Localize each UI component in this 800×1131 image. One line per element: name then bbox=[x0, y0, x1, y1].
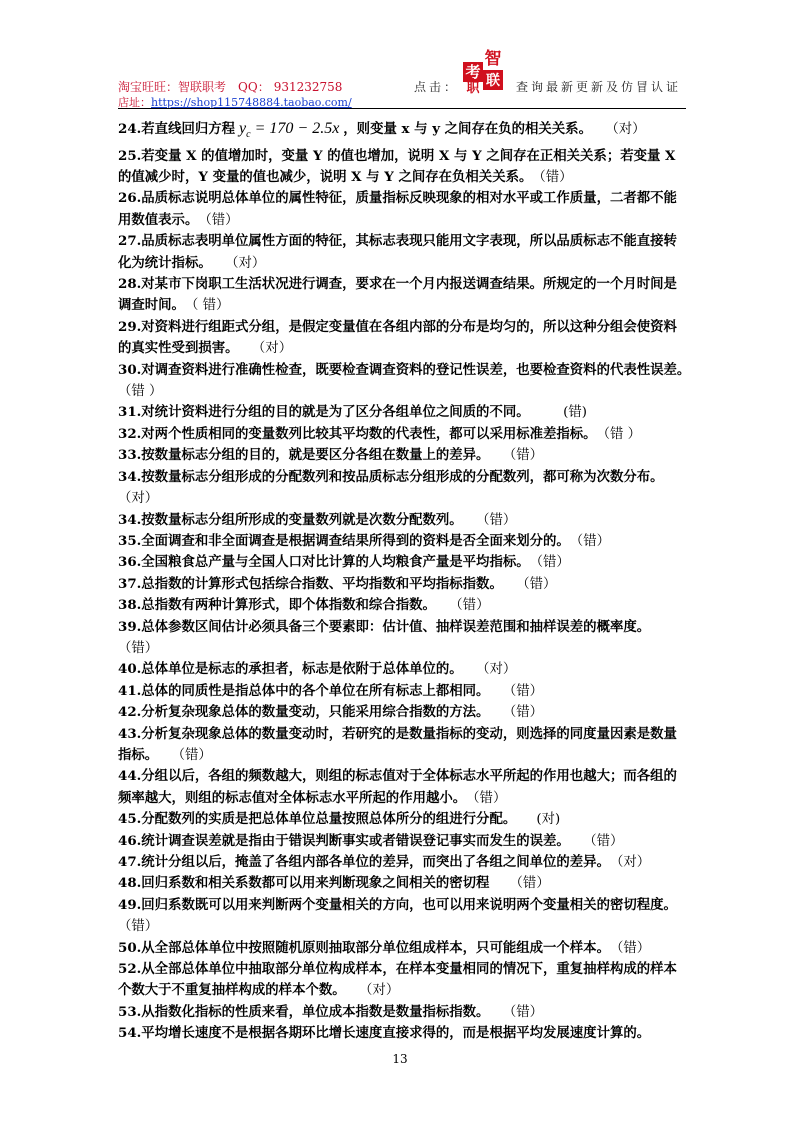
header-verify-text: 查询最新更新及仿冒认证 bbox=[516, 80, 682, 94]
question-text: 28.对某市下岗职工生活状况进行调查，要求在一个月内报送调查结果。所规定的一个月时间是调查时间。 bbox=[118, 276, 677, 314]
question-text: 30.对调查资料进行准确性检查，既要检查调查资料的登记性误差，也要检查资料的代表性误差。 bbox=[118, 361, 684, 378]
question-item bbox=[118, 510, 686, 531]
question-text: 40.总体单位是标志的承担者，标志是依附于总体单位的。 bbox=[118, 661, 456, 678]
question-item bbox=[118, 959, 686, 1002]
question-item bbox=[118, 724, 686, 767]
page-header bbox=[118, 44, 686, 109]
question-item-24 bbox=[118, 118, 686, 146]
question-text: 48.回归系数和相关系数都可以用来判断现象之间相关的密切程 bbox=[118, 875, 490, 892]
question-item bbox=[118, 659, 686, 680]
answer-mark: （对） bbox=[118, 491, 159, 507]
question-text: 34.按数量标志分组形成的分配数列和按品质标志分组形成的分配数列，都可称为次数分布。 bbox=[118, 468, 657, 485]
answer-mark: （错） bbox=[589, 833, 624, 849]
header-brand: 智联职考 bbox=[178, 80, 227, 94]
answer-mark: （错） bbox=[536, 555, 570, 571]
answer-mark: （错） bbox=[118, 640, 159, 656]
question-list bbox=[118, 118, 686, 1045]
answer-gap bbox=[670, 898, 683, 913]
question-item bbox=[118, 531, 686, 552]
question-text: 35.全面调查和非全面调查是根据调查结果所得到的资料是否全面来划分的。 bbox=[118, 532, 564, 549]
answer-mark: （错） bbox=[616, 940, 651, 956]
question-text: 34.按数量标志分组所形成的变量数列就是次数分配数列。 bbox=[118, 511, 456, 528]
answer-gap bbox=[563, 834, 590, 849]
question-text: 49.回归系数既可以用来判断两个变量相关的方向，也可以用来说明两个变量相关的密切程度。 bbox=[118, 896, 671, 913]
answer-gap bbox=[603, 941, 616, 956]
question-text-24-pre: 24.若直线回归方程 bbox=[118, 121, 236, 137]
answer-gap bbox=[489, 876, 516, 891]
answer-gap bbox=[563, 534, 576, 549]
question-item bbox=[118, 231, 686, 274]
answer-gap bbox=[459, 791, 472, 806]
answer-mark: （错） bbox=[455, 598, 490, 614]
answer-mark: (错) bbox=[563, 405, 587, 421]
question-text: 43.分析复杂现象总体的数量变动时，若研究的是数量指标的变动，则选择的同度量因素是数量指标。 bbox=[118, 725, 677, 763]
question-text: 44.分组以后，各组的频数越大，则组的标志值对于全体标志水平所起的作用也越大；而各组的频率越大，则组的标志值对全体标志水平所起的作用越小。 bbox=[118, 768, 677, 806]
logo-char-zhi: 智 bbox=[484, 49, 502, 69]
answer-mark: （对） bbox=[231, 255, 266, 271]
regression-formula-expr: 170 − 2.5x bbox=[269, 120, 340, 137]
answer-mark: （对） bbox=[365, 983, 400, 999]
question-text: 41.总体的同质性是指总体中的各个单位在所有标志上都相同。 bbox=[118, 682, 483, 699]
answer-gap bbox=[657, 470, 684, 485]
answer-mark: （错） bbox=[516, 876, 550, 892]
answer-gap bbox=[526, 170, 539, 185]
answer-gap bbox=[483, 705, 510, 720]
answer-mark: （错） bbox=[205, 212, 239, 228]
header-click-label: 点击： bbox=[414, 80, 460, 94]
answer-gap bbox=[483, 1005, 510, 1020]
question-item bbox=[118, 552, 686, 573]
question-item bbox=[118, 146, 686, 189]
answer-mark: （对） bbox=[258, 341, 293, 357]
answer-gap bbox=[603, 855, 616, 870]
question-item bbox=[118, 617, 686, 660]
answer-gap bbox=[456, 662, 483, 677]
logo-char-kao: 考 bbox=[465, 63, 481, 81]
answer-gap bbox=[590, 427, 603, 442]
answer-gap bbox=[232, 341, 259, 356]
question-text: 33.按数量标志分组的目的，就是要区分各组在数量上的差异。 bbox=[118, 447, 483, 464]
question-item bbox=[118, 402, 686, 423]
question-item bbox=[118, 188, 686, 231]
question-text: 32.对两个性质相同的变量数列比较其平均数的代表性，都可以采用标准差指标。 bbox=[118, 425, 590, 442]
question-text: 50.从全部总体单位中按照随机原则抽取部分单位组成样本，只可能组成一个样本。 bbox=[118, 939, 604, 956]
question-text: 26.品质标志说明总体单位的属性特征，质量指标反映现象的相对水平或工作质量，二者都不能用数值表示。 bbox=[118, 190, 677, 228]
answer-mark: （错） bbox=[178, 747, 212, 763]
answer-gap bbox=[496, 577, 523, 592]
question-item bbox=[118, 424, 686, 445]
answer-gap bbox=[510, 812, 537, 827]
question-text: 25.若变量 X 的值增加时，变量 Y 的值也增加，说明 X 与 Y 之间存在正相关关系；若变量 X 的值减少时，Y 变量的值也减少，说明 X 与 Y 之间存在负相关关系。 bbox=[118, 147, 676, 185]
logo-char-zhi2: 职 bbox=[466, 81, 480, 94]
logo-char-lian: 联 bbox=[486, 73, 500, 89]
header-wangwang-label: 淘宝旺旺： bbox=[118, 80, 179, 94]
question-item bbox=[118, 1002, 686, 1023]
answer-mark: （对） bbox=[612, 122, 646, 137]
page-number: 13 bbox=[392, 1052, 408, 1066]
answer-gap bbox=[205, 256, 232, 271]
answer-gap bbox=[684, 363, 711, 378]
question-text: 54.平均增长速度不是根据各期环比增长速度直接求得的，而是根据平均发展速度计算的。 bbox=[118, 1025, 651, 1042]
answer-gap bbox=[585, 122, 612, 137]
header-qq-label: QQ： bbox=[238, 80, 270, 94]
regression-formula: $y_c = 170 - 2.5x$ bbox=[239, 120, 340, 141]
question-text: 45.分配数列的实质是把总体单位总量按照总体所分的组进行分配。 bbox=[118, 811, 510, 828]
answer-gap bbox=[339, 983, 366, 998]
answer-mark: （错） bbox=[482, 512, 517, 528]
answer-mark: （错） bbox=[522, 576, 557, 592]
question-text: 39.总体参数区间估计必须具备三个要素即：估计值、抽样误差范围和抽样误差的概率度。 bbox=[118, 618, 644, 635]
question-item bbox=[118, 574, 686, 595]
question-item bbox=[118, 895, 686, 938]
answer-mark: （错） bbox=[118, 919, 159, 935]
header-contact-line bbox=[118, 78, 342, 95]
answer-mark: （错） bbox=[539, 170, 573, 185]
answer-gap bbox=[178, 298, 191, 313]
header-shop-label: 店址： bbox=[118, 96, 151, 109]
question-item bbox=[118, 274, 686, 317]
answer-mark: （错 ） bbox=[118, 384, 163, 400]
answer-gap bbox=[151, 748, 178, 763]
question-text: 38.总指数有两种计算形式，即个体指数和综合指数。 bbox=[118, 597, 430, 614]
answer-mark: （错） bbox=[509, 448, 544, 464]
answer-gap bbox=[192, 213, 205, 228]
answer-mark: (对) bbox=[536, 812, 561, 828]
answer-gap bbox=[523, 555, 536, 570]
answer-gap bbox=[523, 405, 563, 420]
answer-gap bbox=[483, 684, 510, 699]
answer-mark: （ 错） bbox=[191, 298, 230, 314]
answer-gap bbox=[456, 513, 483, 528]
question-text: 36.全国粮食总产量与全国人口对比计算的人均粮食产量是平均指标。 bbox=[118, 554, 523, 571]
answer-mark: （错） bbox=[509, 705, 544, 721]
zhilian-logo-icon[interactable] bbox=[461, 48, 505, 94]
answer-mark: （对） bbox=[616, 855, 651, 870]
question-item bbox=[118, 467, 686, 510]
question-item bbox=[118, 852, 686, 873]
answer-gap bbox=[429, 598, 456, 613]
question-item bbox=[118, 360, 686, 403]
question-item bbox=[118, 1023, 686, 1044]
question-item bbox=[118, 595, 686, 616]
question-item bbox=[118, 873, 686, 894]
header-divider bbox=[118, 108, 686, 109]
answer-mark: （错） bbox=[509, 1004, 544, 1020]
question-item bbox=[118, 317, 686, 360]
question-item bbox=[118, 831, 686, 852]
question-text: 29.对资料进行组距式分组，是假定变量值在各组内部的分布是均匀的，所以这种分组会使资料的真实性受到损害。 bbox=[118, 318, 677, 357]
question-text: 52.从全部总体单位中抽取部分单位构成样本，在样本变量相同的情况下，重复抽样构成的样本个数大于不重复抽样构成的样本个数。 bbox=[118, 961, 677, 999]
question-text: 31.对统计资料进行分组的目的就是为了区分各组单位之间质的不同。 bbox=[118, 404, 523, 421]
question-item bbox=[118, 445, 686, 466]
answer-mark: （对） bbox=[482, 662, 517, 678]
question-text: 27.品质标志表明单位属性方面的特征，其标志表现只能用文字表现，所以品质标志不能直接转化为统计指标。 bbox=[118, 233, 677, 271]
answer-gap bbox=[643, 620, 670, 635]
question-text: 46.统计调查误差就是指由于错误判断事实或者错误登记事实而发生的误差。 bbox=[118, 832, 564, 849]
question-item bbox=[118, 809, 686, 830]
header-qq-number: 931232758 bbox=[273, 80, 343, 94]
answer-mark: （错 ） bbox=[603, 426, 641, 442]
shop-url-link[interactable]: https://shop115748884.taobao.com/ bbox=[151, 96, 352, 109]
question-text: 47.统计分组以后，掩盖了各组内部各单位的差异，而突出了各组之间单位的差异。 bbox=[118, 854, 604, 870]
question-item bbox=[118, 681, 686, 702]
answer-gap bbox=[483, 448, 510, 463]
question-text: 53.从指数化指标的性质来看，单位成本指数是数量指标指数。 bbox=[118, 1003, 483, 1020]
question-item bbox=[118, 766, 686, 809]
question-item bbox=[118, 702, 686, 723]
answer-mark: （错） bbox=[509, 683, 544, 699]
question-text: 42.分析复杂现象总体的数量变动，只能采用综合指数的方法。 bbox=[118, 704, 483, 721]
answer-mark: （错） bbox=[472, 790, 507, 806]
question-item bbox=[118, 938, 686, 959]
question-text: 37.总指数的计算形式包括综合指数、平均指数和平均指标指数。 bbox=[118, 575, 497, 592]
answer-mark: （错） bbox=[576, 533, 610, 549]
question-text-24-post: ，则变量 x 与 y 之间存在负的相关关系。 bbox=[343, 121, 586, 137]
